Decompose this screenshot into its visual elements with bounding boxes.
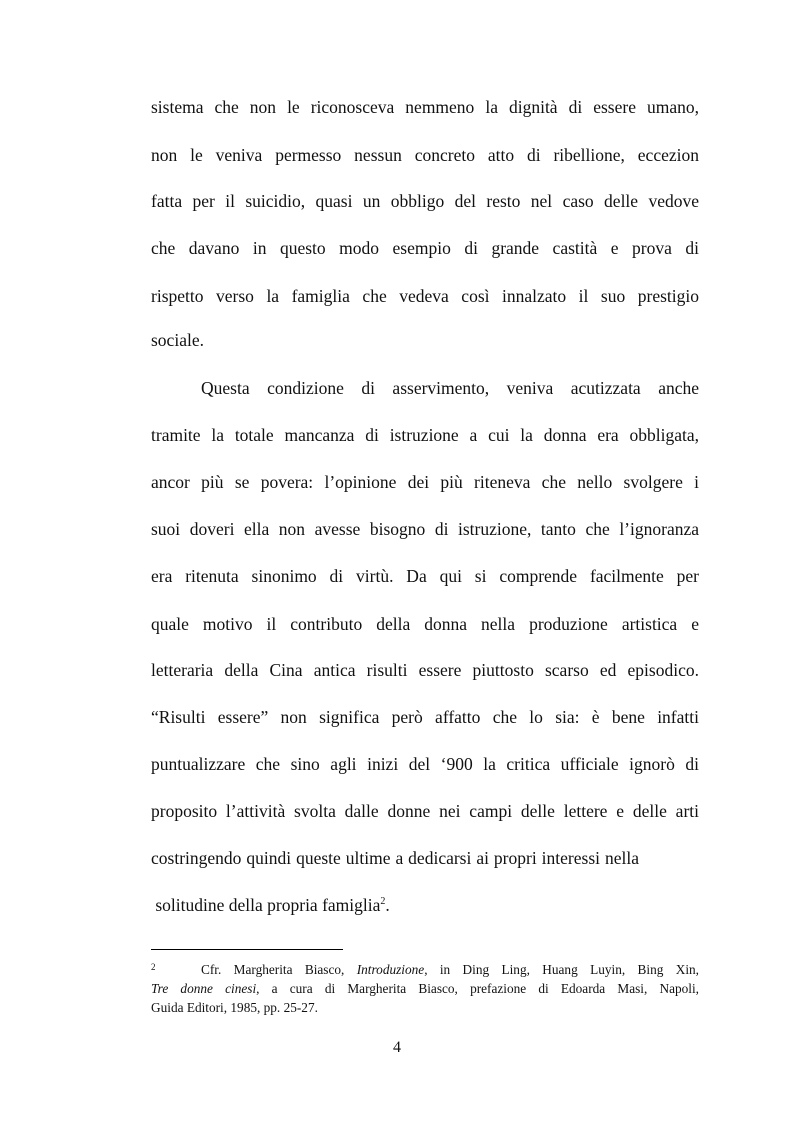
footnote-number: 2 [151, 962, 156, 972]
footnote-separator [151, 949, 343, 950]
final-period: . [385, 895, 390, 915]
footnote-line-3: Guida Editori, 1985, pp. 25-27. [151, 1000, 318, 1015]
body-last-line [151, 894, 699, 916]
last-line-text: solitudine della propria famiglia [151, 895, 381, 915]
body-line: era ritenuta sinonimo di virtù. Da qui si comprende facilmente per [151, 566, 699, 586]
body-line: quale motivo il contributo della donna nella produzione artistica e [151, 614, 699, 634]
body-line: sociale. [151, 330, 204, 350]
paragraph-first-line: Questa condizione di asservimento, veniva acutizzata anche [201, 378, 699, 398]
body-line: tramite la totale mancanza di istruzione a cui la donna era obbligata, [151, 425, 699, 445]
body-line: letteraria della Cina antica risulti essere piuttosto scarso ed episodico. [151, 660, 699, 680]
footnote-line-1 [151, 960, 699, 979]
footnote-text: Cfr. Margherita Biasco, [201, 962, 357, 977]
body-line: ancor più se povera: l’opinione dei più riteneva che nello svolgere i [151, 472, 699, 492]
body-line: suoi doveri ella non avesse bisogno di istruzione, tanto che l’ignoranza [151, 519, 699, 539]
body-line: “Risulti essere” non significa però affatto che lo sia: è bene infatti [151, 707, 699, 727]
page-number: 4 [393, 1039, 401, 1056]
body-line: costringendo quindi queste ultime a dedicarsi ai propri interessi nella [151, 848, 639, 868]
footnote-line-2 [151, 979, 699, 998]
body-line: non le veniva permesso nessun concreto atto di ribellione, eccezion [151, 145, 699, 165]
body-line: proposito l’attività svolta dalle donne nei campi delle lettere e delle arti [151, 801, 699, 821]
footnote-text: , in Ding Ling, Huang Luyin, Bing Xin, [424, 962, 699, 977]
body-line: puntualizzare che sino agli inizi del ‘900 la critica ufficiale ignorò di [151, 754, 699, 774]
body-line: sistema che non le riconosceva nemmeno la dignità di essere umano, [151, 97, 699, 117]
body-line: che davano in questo modo esempio di grande castità e prova di [151, 238, 699, 258]
footnote-text: , a cura di Margherita Biasco, prefazione di Edoarda Masi, Napoli, [256, 981, 699, 996]
footnote-reference[interactable]: 2 [380, 896, 386, 908]
footnote-book-title: Tre donne cinesi [151, 981, 257, 996]
body-line: fatta per il suicidio, quasi un obbligo del resto nel caso delle vedove [151, 191, 699, 211]
body-line: rispetto verso la famiglia che vedeva così innalzato il suo prestigio [151, 286, 699, 306]
footnote-title-italic: Introduzione [356, 962, 425, 977]
